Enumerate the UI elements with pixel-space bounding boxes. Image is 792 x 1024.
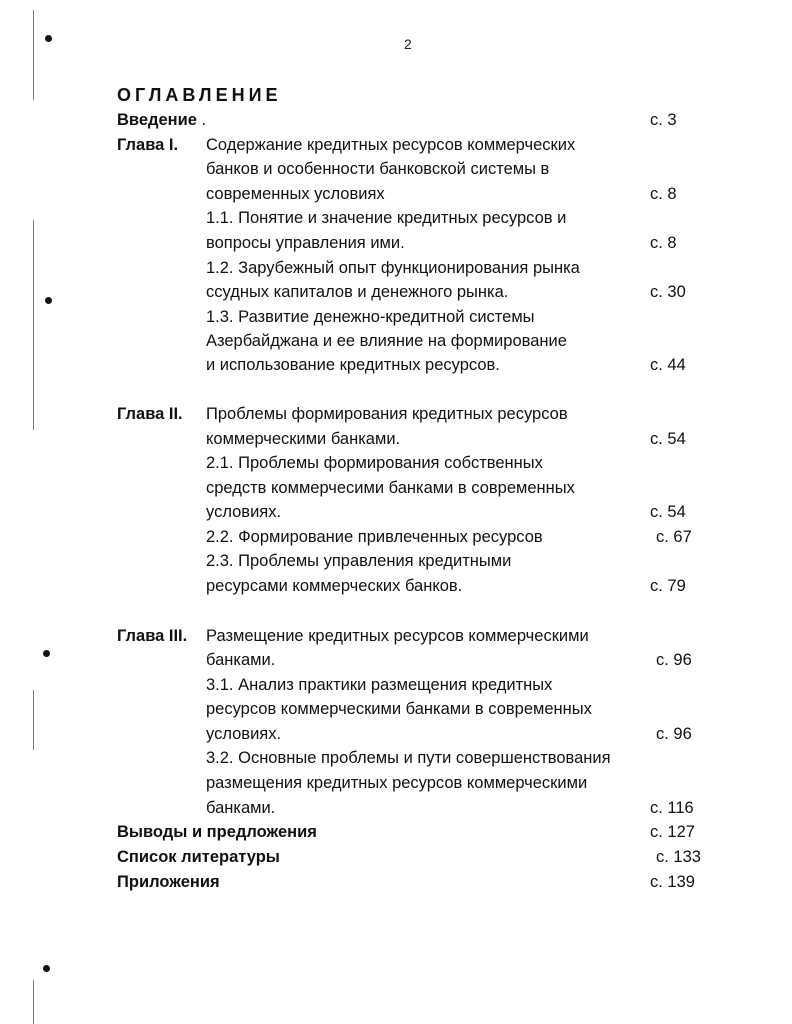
section-title-line: 3.2. Основные проблемы и пути совершенствования	[206, 749, 611, 767]
section-title-line: размещения кредитных ресурсов коммерческими	[206, 774, 588, 792]
toc-page-number: с. 127	[650, 823, 695, 841]
section-title-line: 2.1. Проблемы формирования собственных	[206, 454, 543, 472]
toc-title: ОГЛАВЛЕНИЕ	[117, 85, 282, 105]
toc-page-number: с. 96	[656, 651, 692, 669]
toc-page-number: с. 54	[650, 503, 686, 521]
toc-page-number: с. 139	[650, 873, 695, 891]
binder-hole-mark	[43, 650, 50, 657]
toc-page-number: с. 133	[656, 848, 701, 866]
toc-page-number: с. 79	[650, 577, 686, 595]
toc-page-number: с. 67	[656, 528, 692, 546]
binder-hole-mark	[43, 965, 50, 972]
page-number: 2	[404, 36, 412, 52]
toc-page-number: с. 3	[650, 111, 677, 129]
section-title-line: и использование кредитных ресурсов.	[206, 356, 500, 374]
section-title-line: 1.1. Понятие и значение кредитных ресурсов и	[206, 209, 567, 227]
toc-entry-appendices: Приложения	[117, 873, 220, 891]
margin-scan-line	[33, 220, 34, 430]
binder-hole-mark	[45, 297, 52, 304]
section-title-line: вопросы управления ими.	[206, 234, 405, 252]
toc-entry-conclusions: Выводы и предложения	[117, 823, 317, 841]
chapter-label: Глава I.	[117, 136, 179, 154]
chapter-title-line: Проблемы формирования кредитных ресурсов	[206, 405, 568, 423]
margin-scan-line	[33, 10, 34, 100]
toc-page-number: с. 96	[656, 725, 692, 743]
chapter-title-line: современных условиях	[206, 185, 385, 203]
section-title-line: ресурсов коммерческими банками в современных	[206, 700, 592, 718]
chapter-label: Глава III.	[117, 627, 188, 645]
chapter-title-line: банков и особенности банковской системы в	[206, 160, 550, 178]
toc-page-number: с. 8	[650, 234, 677, 252]
margin-scan-line	[33, 690, 34, 750]
toc-page-number: с. 116	[650, 799, 694, 817]
toc-page-number: с. 54	[650, 430, 686, 448]
section-title-line: банками.	[206, 799, 276, 817]
section-title-line: ресурсами коммерческих банков.	[206, 577, 463, 595]
binder-hole-mark	[45, 35, 52, 42]
section-title-line: средств коммерчесими банками в современных	[206, 479, 575, 497]
toc-entry-intro	[117, 110, 206, 130]
section-title-line: 1.2. Зарубежный опыт функционирования рынка	[206, 259, 580, 277]
section-title-line: 2.3. Проблемы управления кредитными	[206, 552, 512, 570]
chapter-title-line: Размещение кредитных ресурсов коммерческими	[206, 627, 589, 645]
section-title-line: Азербайджана и ее влияние на формирование	[206, 332, 567, 350]
toc-intro-label: Введение	[117, 111, 197, 129]
toc-page-number: с. 8	[650, 185, 677, 203]
section-title-line: 1.3. Развитие денежно-кредитной системы	[206, 308, 535, 326]
chapter-title-line: Содержание кредитных ресурсов коммерческих	[206, 136, 576, 154]
section-title-line: 2.2. Формирование привлеченных ресурсов	[206, 528, 543, 546]
toc-page-number: с. 44	[650, 356, 686, 374]
chapter-title-line: банками.	[206, 651, 276, 669]
section-title-line: условиях.	[206, 725, 282, 743]
margin-scan-line	[33, 980, 34, 1024]
toc-intro-suffix: .	[196, 111, 207, 129]
section-title-line: условиях.	[206, 503, 282, 521]
section-title-line: ссудных капиталов и денежного рынка.	[206, 283, 509, 301]
chapter-title-line: коммерческими банками.	[206, 430, 401, 448]
toc-page-number: с. 30	[650, 283, 686, 301]
chapter-label: Глава II.	[117, 405, 183, 423]
section-title-line: 3.1. Анализ практики размещения кредитных	[206, 676, 553, 694]
toc-entry-bibliography: Список литературы	[117, 848, 280, 866]
